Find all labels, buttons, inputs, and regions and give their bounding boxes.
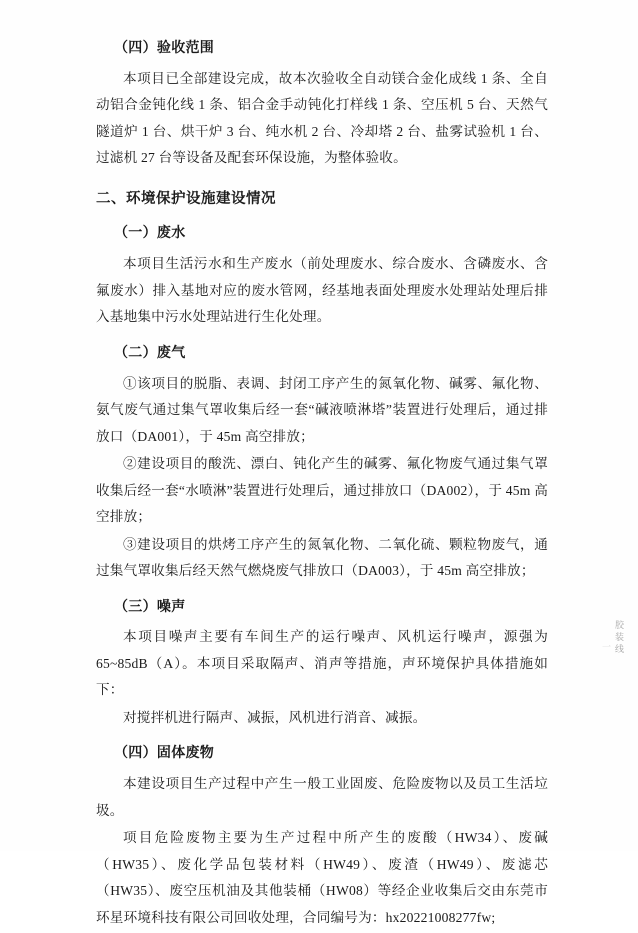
section-env-facilities [96,187,548,212]
paragraph-scope-1: 本项目已全部建设完成，故本次验收全自动镁合金化成线 1 条、全自动铝合金钝化线 1 条、铝合金手动钝化打样线 1 条、空压机 5 台、天然气隧道炉 1 台、烘干炉 3 台、纯水机 2 台、冷却塔 2 台、盐雾试验机 1 台、过滤机 27 台等设备及配套环保设施，为整体验收。 [96,70,548,166]
binding-side-mark-dash: 一 [601,642,611,654]
paragraph-noise-1: 本项目噪声主要有车间生产的运行噪声、风机运行噪声，源强为 65~85dB（A）。本项目采取隔声、消声等措施，声环境保护具体措施如下： [96,629,548,698]
paragraph-noise-2: 对搅拌机进行隔声、减振，风机进行消音、减振。 [123,709,427,725]
paragraph-wastegas-1: ①该项目的脱脂、表调、封闭工序产生的氮氧化物、碱雾、氟化物、氨气废气通过集气罩收集后经一套“碱液喷淋塔”装置进行处理后，通过排放口（DA001），于 45m 高空排放； [96,375,548,444]
section-solid-waste [96,742,548,931]
section-heading-noise: （三）噪声 [114,599,186,615]
paragraph-solid-waste-1: 本建设项目生产过程中产生一般工业固废、危险废物以及员工生活垃圾。 [96,776,548,818]
section-scope [96,37,548,172]
section-heading-wastewater: （一）废水 [114,226,186,242]
document-body [96,26,548,933]
paragraph-wastegas-3: ③建设项目的烘烤工序产生的氮氧化物、二氧化硫、颗粒物废气，通过集气罩收集后经天然气燃烧废气排放口（DA003），于 45m 高空排放； [96,536,548,579]
section-heading-wastegas: （二）废气 [114,345,186,361]
section-heading-scope: （四）验收范围 [114,41,215,56]
binding-side-mark-text: 胶装线 [614,620,624,656]
section-noise [96,596,548,732]
section-heading-solid-waste: （四）固体废物 [114,746,215,762]
paragraph-wastegas-2: ②建设项目的酸洗、漂白、钝化产生的碱雾、氟化物废气通过集气罩收集后经一套“水喷淋”装置进行处理后，通过排放口（DA002），于 45m 高空排放； [96,456,548,525]
section-wastewater [96,222,548,330]
section-heading-env-facilities: 二、环境保护设施建设情况 [96,190,276,207]
binding-side-mark [601,620,626,656]
paragraph-solid-waste-2: 项目危险废物主要为生产过程中所产生的废酸（HW34）、废碱（HW35）、废化学品包装材料（HW49）、废渣（HW49）、废滤芯（HW35）、废空压机油及其他装桶（HW08）等经企业收集后交由东莞市环星环境科技有限公司回收处理，合同编号为：hx20221008277fw; [96,830,548,925]
section-wastegas [96,342,548,585]
paragraph-wastewater-1: 本项目生活污水和生产废水（前处理废水、综合废水、含磷废水、含氟废水）排入基地对应的废水管网，经基地表面处理废水处理站处理后排入基地集中污水处理站进行生化处理。 [96,256,548,325]
